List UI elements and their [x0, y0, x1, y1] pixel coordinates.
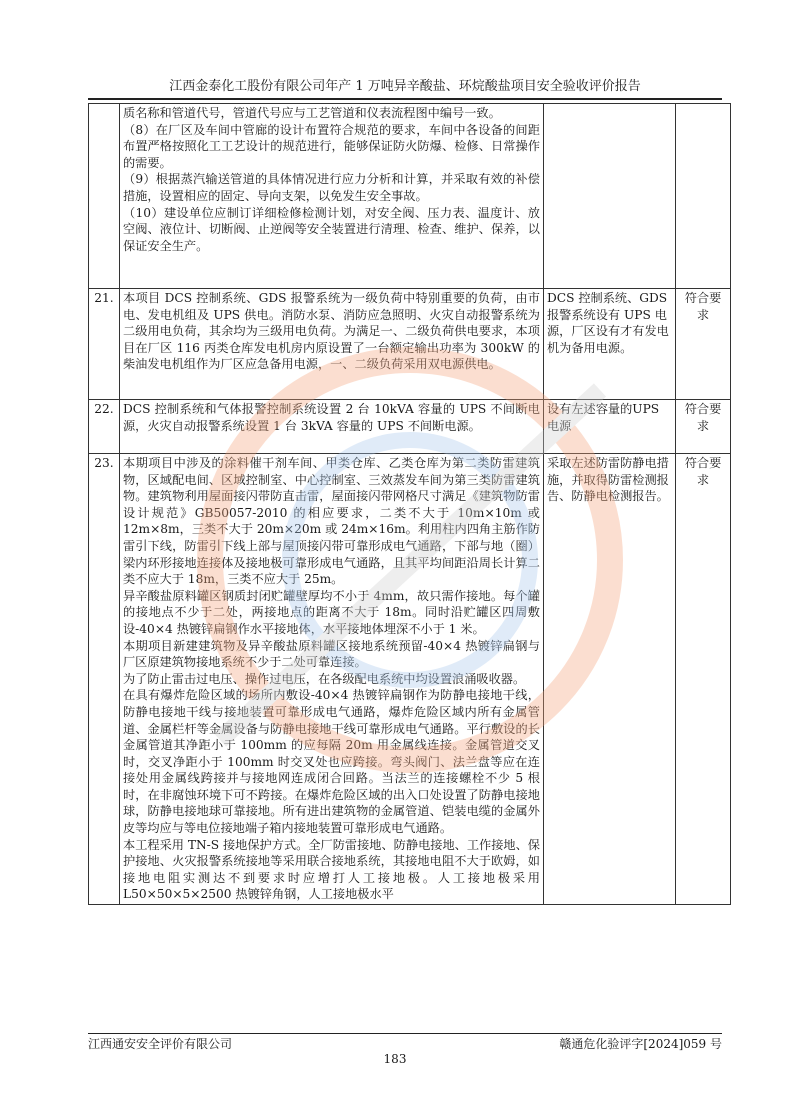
- table-row: [89, 454, 731, 905]
- page-number: 183: [383, 1052, 407, 1066]
- footer-doc-number: 赣通危化验评字[2024]059 号: [559, 1037, 722, 1051]
- report-title: 江西金泰化工股份有限公司年产 1 万吨异辛酸盐、环烷酸盐项目安全验收评价报告: [169, 79, 641, 94]
- content-paragraph: （10）建设单位应制订详细检修检测计划，对安全阀、压力表、温度计、放空阀、液位计、切断阀、止逆阀等安全装置进行清理、检查、维护、保养，以保证安全生产。: [123, 205, 540, 253]
- evaluation-table: [88, 103, 731, 905]
- row-measure: 采取左述防雷防静电措施，并取得防雷检测报告、防静电检测报告。: [544, 454, 676, 905]
- row-content: [120, 289, 544, 400]
- row-measure: 设有左述容量的UPS 电源: [544, 400, 676, 454]
- row-number: 22.: [89, 400, 120, 454]
- row-content: [120, 400, 544, 454]
- content-paragraph: 为了防止雷击过电压、操作过电压，在各级配电系统中均设置浪涌吸收器。: [123, 671, 526, 686]
- content-paragraph: 本项目 DCS 控制系统、GDS 报警系统为一级负荷中特别重要的负荷，由市电、发电机组及 UPS 供电。消防水泵、消防应急照明、火灾自动报警系统为二级用电负荷，其余均为三级用电负荷。为满足一、二级负荷供电要求，本项目在厂区 116 丙类仓库发电机房内原设置了一台额定输出功率为 300kW 的柴油发电机组作为厂区应急备用电源，一、二级负荷采用双电源供电。: [123, 291, 540, 372]
- row-number: 21.: [89, 289, 120, 400]
- table-row: [89, 104, 731, 289]
- content-paragraph: （8）在厂区及车间中管廊的设计布置符合规范的要求，车间中各设备的间距布置严格按照化工工艺设计的规范进行，能够保证防火防爆、检修、日常操作的需要。: [123, 122, 540, 170]
- row-content: [120, 454, 544, 905]
- row-result: [676, 104, 731, 289]
- content-paragraph: 本期项目中涉及的涂料催干剂车间、甲类仓库、乙类仓库为第二类防雷建筑物，区域配电间、区域控制室、中心控制室、三效蒸发车间为第三类防雷建筑物。建筑物利用屋面接闪带防直击雷，屋面接闪带网格尺寸满足《建筑物防雷设计规范》GB50057-2010 的相应要求，二类不大于 10m×10m 或 12m×8m，三类不大于 20m×20m 或 24m×16m。利用柱内四角主筋作防雷引下线，防雷引下线上部与屋顶接闪带可靠形成电气通路，下部与地（圈）梁内环形接地连接体及接地极可靠形成电气通路，且其平均间距沿周长计算二类不应大于 18m，三类不应大于 25m。: [123, 456, 540, 587]
- content-paragraph: 本期项目新建建筑物及异辛酸盐原料罐区接地系统预留-40×4 热镀锌扁钢与厂区原建筑物接地系统不少于二处可靠连接。: [123, 638, 540, 670]
- content-paragraph: 本工程采用 TN-S 接地保护方式。全厂防雷接地、防静电接地、工作接地、保护接地、火灾报警系统接地等采用联合接地系统，其接地电阻不大于欧姆，如接地电阻实测达不到要求时应增打人工接地极。人工接地极采用 L50×50×5×2500 热镀锌角钢，人工接地极水平: [123, 837, 540, 902]
- row-content: [120, 104, 544, 289]
- row-result: 符合要求: [676, 289, 731, 400]
- content-paragraph: DCS 控制系统和气体报警控制系统设置 2 台 10kVA 容量的 UPS 不间断电源，火灾自动报警系统设置 1 台 3kVA 容量的 UPS 不间断电源。: [123, 402, 540, 433]
- content-paragraph: 质名称和管道代号，管道代号应与工艺管道和仪表流程图中编号一致。: [123, 106, 501, 120]
- table-row: [89, 289, 731, 400]
- table-row: [89, 400, 731, 454]
- row-result: 符合要求: [676, 454, 731, 905]
- row-measure: DCS 控制系统、GDS 报警系统设有 UPS 电源，厂区设有才有发电机为备用电源。: [544, 289, 676, 400]
- row-number: [89, 104, 120, 289]
- footer-company: 江西通安安全评价有限公司: [88, 1037, 233, 1051]
- row-result: 符合要求: [676, 400, 731, 454]
- footer-divider: [88, 1033, 722, 1034]
- row-number: 23.: [89, 454, 120, 905]
- page-header: [88, 76, 722, 100]
- content-paragraph: 异辛酸盐原料罐区钢质封闭贮罐壁厚均不小于 4mm，故只需作接地。每个罐的接地点不少于二处，两接地点的距离不大于 18m。同时沿贮罐区四周敷设-40×4 热镀锌扁钢作水平接地体，水平接地体埋深不小于 1 米。: [123, 588, 540, 636]
- content-paragraph: （9）根据蒸汽输送管道的具体情况进行应力分析和计算，并采取有效的补偿措施，设置相应的固定、导向支架，以免发生安全事故。: [123, 172, 540, 203]
- row-measure: [544, 104, 676, 289]
- content-paragraph: 在具有爆炸危险区域的场所内敷设-40×4 热镀锌扁钢作为防静电接地干线，防静电接地干线与接地装置可靠形成电气通路，爆炸危险区域内所有金属管道、金属栏杆等金属设备与防静电接地干线可靠形成电气通路。平行敷设的长金属管道其净距小于 100mm 的应每隔 20m 用金属线连接。金属管道交叉时，交叉净距小于 100mm 时交叉处也应跨接。弯头阀门、法兰盘等应在连接处用金属线跨接并与接地网连成闭合回路。当法兰的连接螺栓不少 5 根时，在非腐蚀环境下可不跨接。在爆炸危险区域的出入口处设置了防静电接地球，防静电接地球可靠接地。所有进出建筑物的金属管道、铠装电缆的金属外皮等均应与等电位接地端子箱内接地装置可靠形成电气通路。: [123, 688, 540, 836]
